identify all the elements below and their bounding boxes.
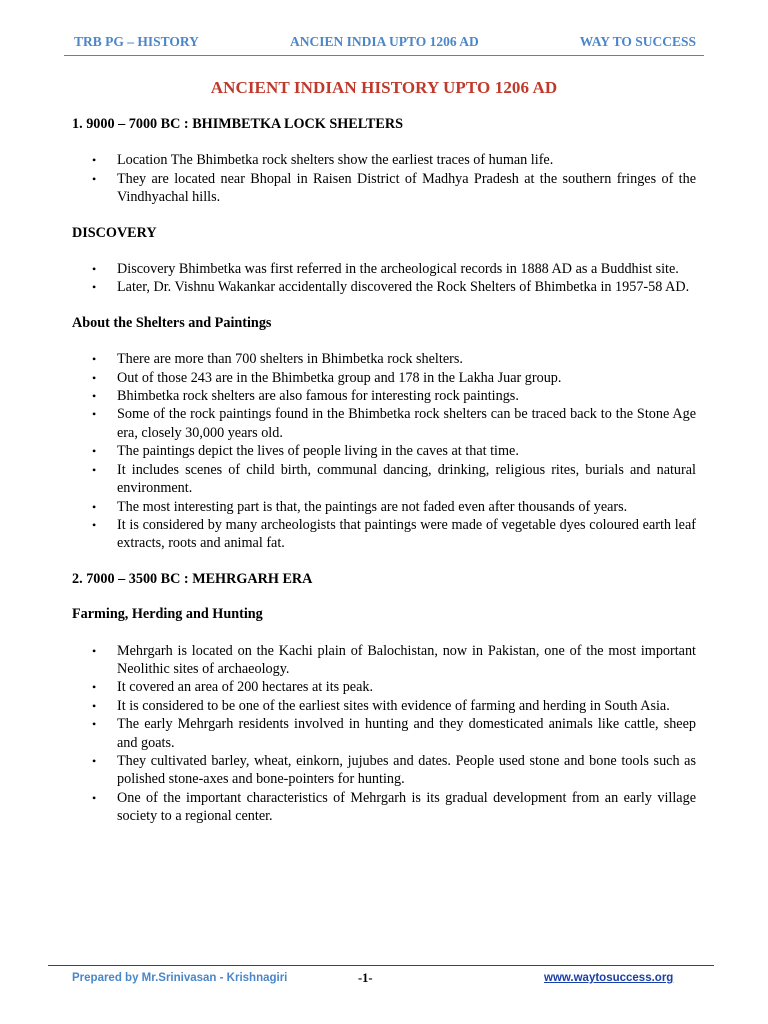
list-item: • It is considered to be one of the earliest sites with evidence of farming and herding in South Asia. (92, 697, 670, 714)
bullet-icon: • (92, 698, 97, 713)
list-item: • One of the important characteristics of Mehrgarh is its gradual development from an early village society to a regional center. (92, 789, 696, 825)
list-item: • It includes scenes of child birth, communal dancing, drinking, religious rites, burials and natural environment. (92, 461, 696, 497)
bullet-list-farming (72, 642, 696, 826)
header-center-text: ANCIEN INDIA UPTO 1206 AD (290, 34, 479, 49)
list-item: • Out of those 243 are in the Bhimbetka group and 178 in the Lakha Juar group. (92, 369, 562, 386)
list-item: • The early Mehrgarh residents involved in hunting and they domesticated animals like cattle, sheep and goats. (92, 716, 696, 751)
bullet-icon: • (92, 407, 97, 422)
list-item: • There are more than 700 shelters in Bhimbetka rock shelters. (92, 351, 463, 368)
bullet-icon: • (92, 680, 97, 695)
bullet-icon: • (92, 499, 97, 514)
footer-website-link[interactable]: www.waytosuccess.org (544, 972, 674, 984)
list-item: • The paintings depict the lives of people living in the caves at that time. (92, 443, 519, 460)
header-right-text: WAY TO SUCCESS (579, 34, 696, 49)
section-heading-discovery: DISCOVERY (72, 224, 157, 241)
list-item: • It is considered by many archeologists that paintings were made of vegetable dyes coloured earth leaf extracts, roots and animal fat. (92, 516, 696, 552)
bullet-icon: • (92, 462, 97, 477)
bullet-icon: • (92, 444, 97, 459)
list-item: • The most interesting part is that, the paintings are not faded even after thousands of years. (92, 498, 628, 515)
bullet-icon: • (92, 171, 97, 186)
list-item: • They cultivated barley, wheat, einkorn, jujubes and dates. People used stone and bone tools such as polished stone-axes and bone-pointers for hunting. (92, 752, 696, 788)
bullet-icon: • (92, 280, 97, 295)
bullet-icon: • (92, 352, 97, 367)
list-item: • Bhimbetka rock shelters are also famous for interesting rock paintings. (92, 388, 519, 405)
bullet-icon: • (92, 643, 97, 658)
list-item: • It covered an area of 200 hectares at its peak. (92, 679, 374, 696)
bullet-icon: • (92, 517, 97, 532)
section-heading-farming: Farming, Herding and Hunting (72, 606, 263, 623)
section-heading-shelters: About the Shelters and Paintings (72, 314, 272, 331)
document-title: ANCIENT INDIAN HISTORY UPTO 1206 AD (210, 78, 558, 97)
bullet-icon: • (92, 370, 97, 385)
bullet-list-bhimbetka (72, 151, 696, 206)
bullet-icon: • (92, 790, 97, 805)
header-divider (64, 55, 704, 56)
page-number: -1- (358, 971, 373, 985)
document-body (72, 115, 696, 826)
bullet-icon: • (92, 389, 97, 404)
list-item: • Mehrgarh is located on the Kachi plain of Balochistan, now in Pakistan, one of the most important Neolithic sites of archaeology. (92, 642, 696, 677)
footer-author-text: Prepared by Mr.Srinivasan - Krishnagiri (72, 972, 288, 984)
section-heading-mehrgarh: 2. 7000 – 3500 BC : MEHRGARH ERA (72, 570, 313, 587)
list-item: • They are located near Bhopal in Raisen District of Madhya Pradesh at the southern fringes of the Vindhyachal hills. (92, 170, 696, 206)
header-left-text: TRB PG – HISTORY (74, 34, 199, 49)
list-item: • Some of the rock paintings found in the Bhimbetka rock shelters can be traced back to the Stone Age era, closely 30,000 years old. (92, 406, 696, 441)
bullet-list-discovery (72, 260, 696, 297)
list-item: • Discovery Bhimbetka was first referred in the archeological records in 1888 AD as a Buddhist site. (92, 261, 679, 278)
section-heading-bhimbetka: 1. 9000 – 7000 BC : BHIMBETKA LOCK SHELTERS (72, 116, 403, 132)
list-item: • Location The Bhimbetka rock shelters show the earliest traces of human life. (92, 152, 554, 169)
bullet-icon: • (92, 717, 97, 732)
footer-divider (48, 965, 714, 966)
bullet-icon: • (92, 153, 97, 168)
bullet-list-shelters (72, 350, 696, 552)
page-header (64, 30, 704, 56)
list-item: • Later, Dr. Vishnu Wakankar accidentally discovered the Rock Shelters of Bhimbetka in 1957-58 AD. (92, 279, 690, 296)
bullet-icon: • (92, 753, 97, 768)
bullet-icon: • (92, 262, 97, 277)
